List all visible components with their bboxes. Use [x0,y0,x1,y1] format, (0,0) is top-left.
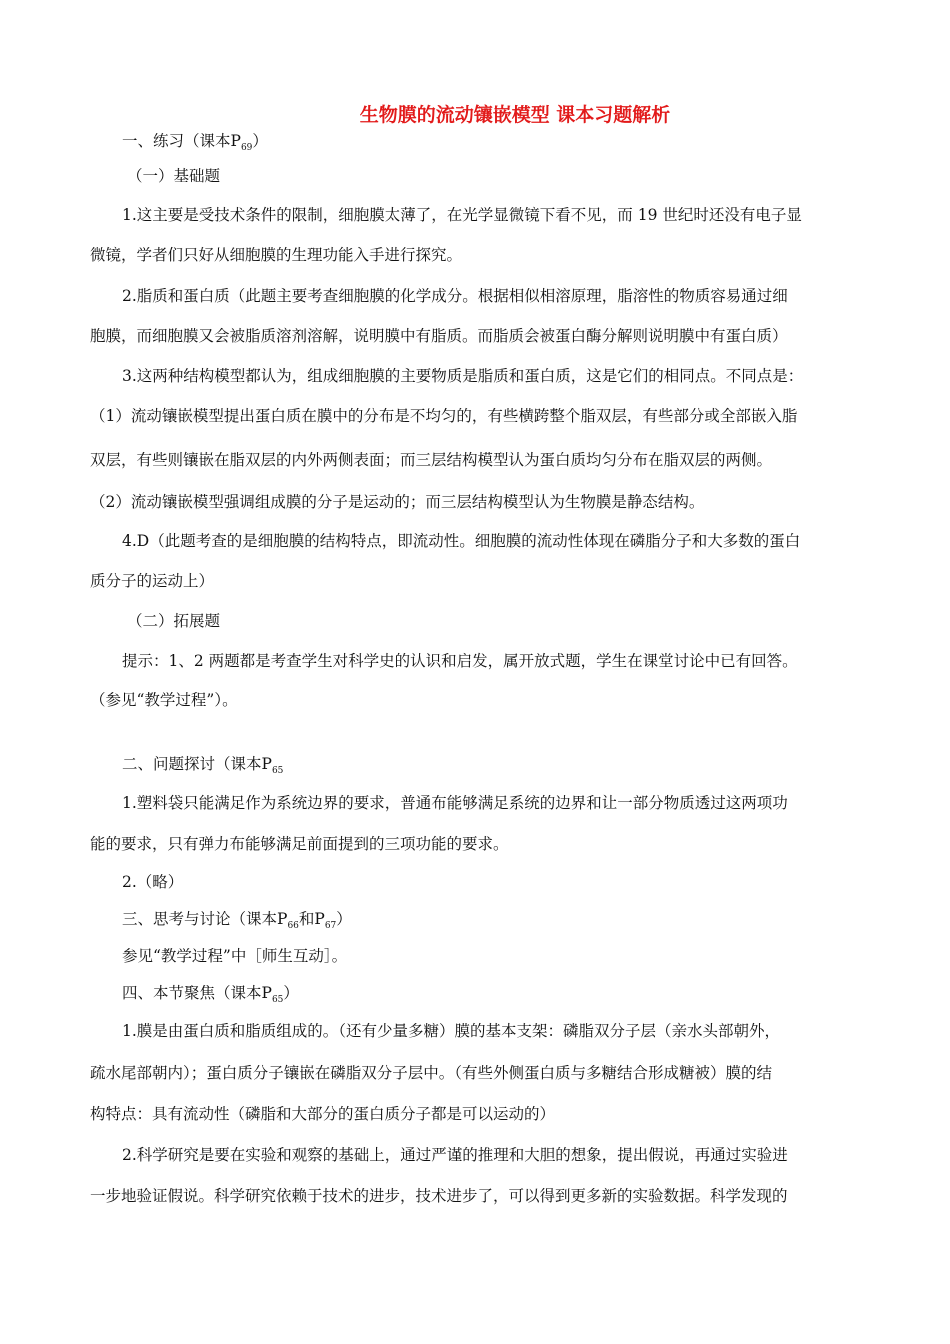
discussion-q1-line-1: 1.塑料袋只能满足作为系统边界的要求，普通布能够满足系统的边界和让一部分物质透过这两项功 [122,794,788,812]
basic-q4-line-2: 质分子的运动上） [90,572,215,590]
section-3-reference: 参见“教学过程”中［师生互动］。 [122,947,348,965]
basic-q3-line-2: （1）流动镶嵌模型提出蛋白质在膜中的分布是不均匀的，有些横跨整个脂双层，有些部分或全部嵌入脂 [90,407,798,425]
focus-q1-line-3: 构特点：具有流动性（磷脂和大部分的蛋白质分子都是可以运动的） [90,1105,556,1123]
basic-q3-line-1: 3.这两种结构模型都认为，组成细胞膜的主要物质是脂质和蛋白质，这是它们的相同点。不同点是： [122,367,804,385]
focus-q1-line-2: 疏水尾部朝内）；蛋白质分子镶嵌在磷脂双分子层中。（有些外侧蛋白质与多糖结合形成糖被）膜的结 [90,1064,773,1082]
extension-line-1: 提示：1、2 两题都是考查学生对科学史的认识和启发，属开放式题，学生在课堂讨论中已有回答。 [122,652,798,670]
document-title: 生物膜的流动镶嵌模型 课本习题解析 [359,104,671,126]
section-4-heading: 四、本节聚焦（课本$P_{65}$） [122,984,299,1005]
focus-q2-line-1: 2.科学研究是要在实验和观察的基础上，通过严谨的推理和大胆的想象，提出假说，再通过实验进 [122,1146,788,1164]
basic-questions-heading: （一）基础题 [127,167,221,185]
extension-questions-heading: （二）拓展题 [127,612,221,630]
section-2-heading: 二、问题探讨（课本$P_{65}$ [122,755,284,776]
section-1-heading: 一、练习（课本$P_{69}$） [122,132,268,153]
basic-q2-line-2: 胞膜，而细胞膜又会被脂质溶剂溶解，说明膜中有脂质。而脂质会被蛋白酶分解则说明膜中有蛋白质） [90,327,788,345]
basic-q1-line-2: 微镜，学者们只好从细胞膜的生理功能入手进行探究。 [90,246,463,264]
discussion-q1-line-2: 能的要求，只有弹力布能够满足前面提到的三项功能的要求。 [90,835,509,853]
focus-q2-line-2: 一步地验证假说。科学研究依赖于技术的进步，技术进步了，可以得到更多新的实验数据。科学发现的 [90,1187,788,1205]
focus-q1-line-1: 1.膜是由蛋白质和脂质组成的。（还有少量多糖）膜的基本支架：磷脂双分子层（亲水头部朝外， [122,1022,781,1040]
basic-q4-line-1: 4.D（此题考查的是细胞膜的结构特点，即流动性。细胞膜的流动性体现在磷脂分子和大多数的蛋白 [122,532,801,550]
basic-q3-line-4: （2）流动镶嵌模型强调组成膜的分子是运动的；而三层结构模型认为生物膜是静态结构。 [90,493,705,511]
section-3-heading: 三、思考与讨论（课本$P_{66}$和$P_{67}$） [122,910,352,931]
discussion-q2: 2.（略） [122,873,184,891]
extension-line-2: （参见“教学过程”）。 [90,691,238,709]
basic-q2-line-1: 2.脂质和蛋白质（此题主要考查细胞膜的化学成分。根据相似相溶原理，脂溶性的物质容易通过细 [122,287,788,305]
basic-q3-line-3: 双层，有些则镶嵌在脂双层的内外两侧表面；而三层结构模型认为蛋白质均匀分布在脂双层的两侧。 [90,451,773,469]
basic-q1-line-1: 1.这主要是受技术条件的限制，细胞膜太薄了，在光学显微镜下看不见，而 19 世纪时还没有电子显 [122,206,802,224]
